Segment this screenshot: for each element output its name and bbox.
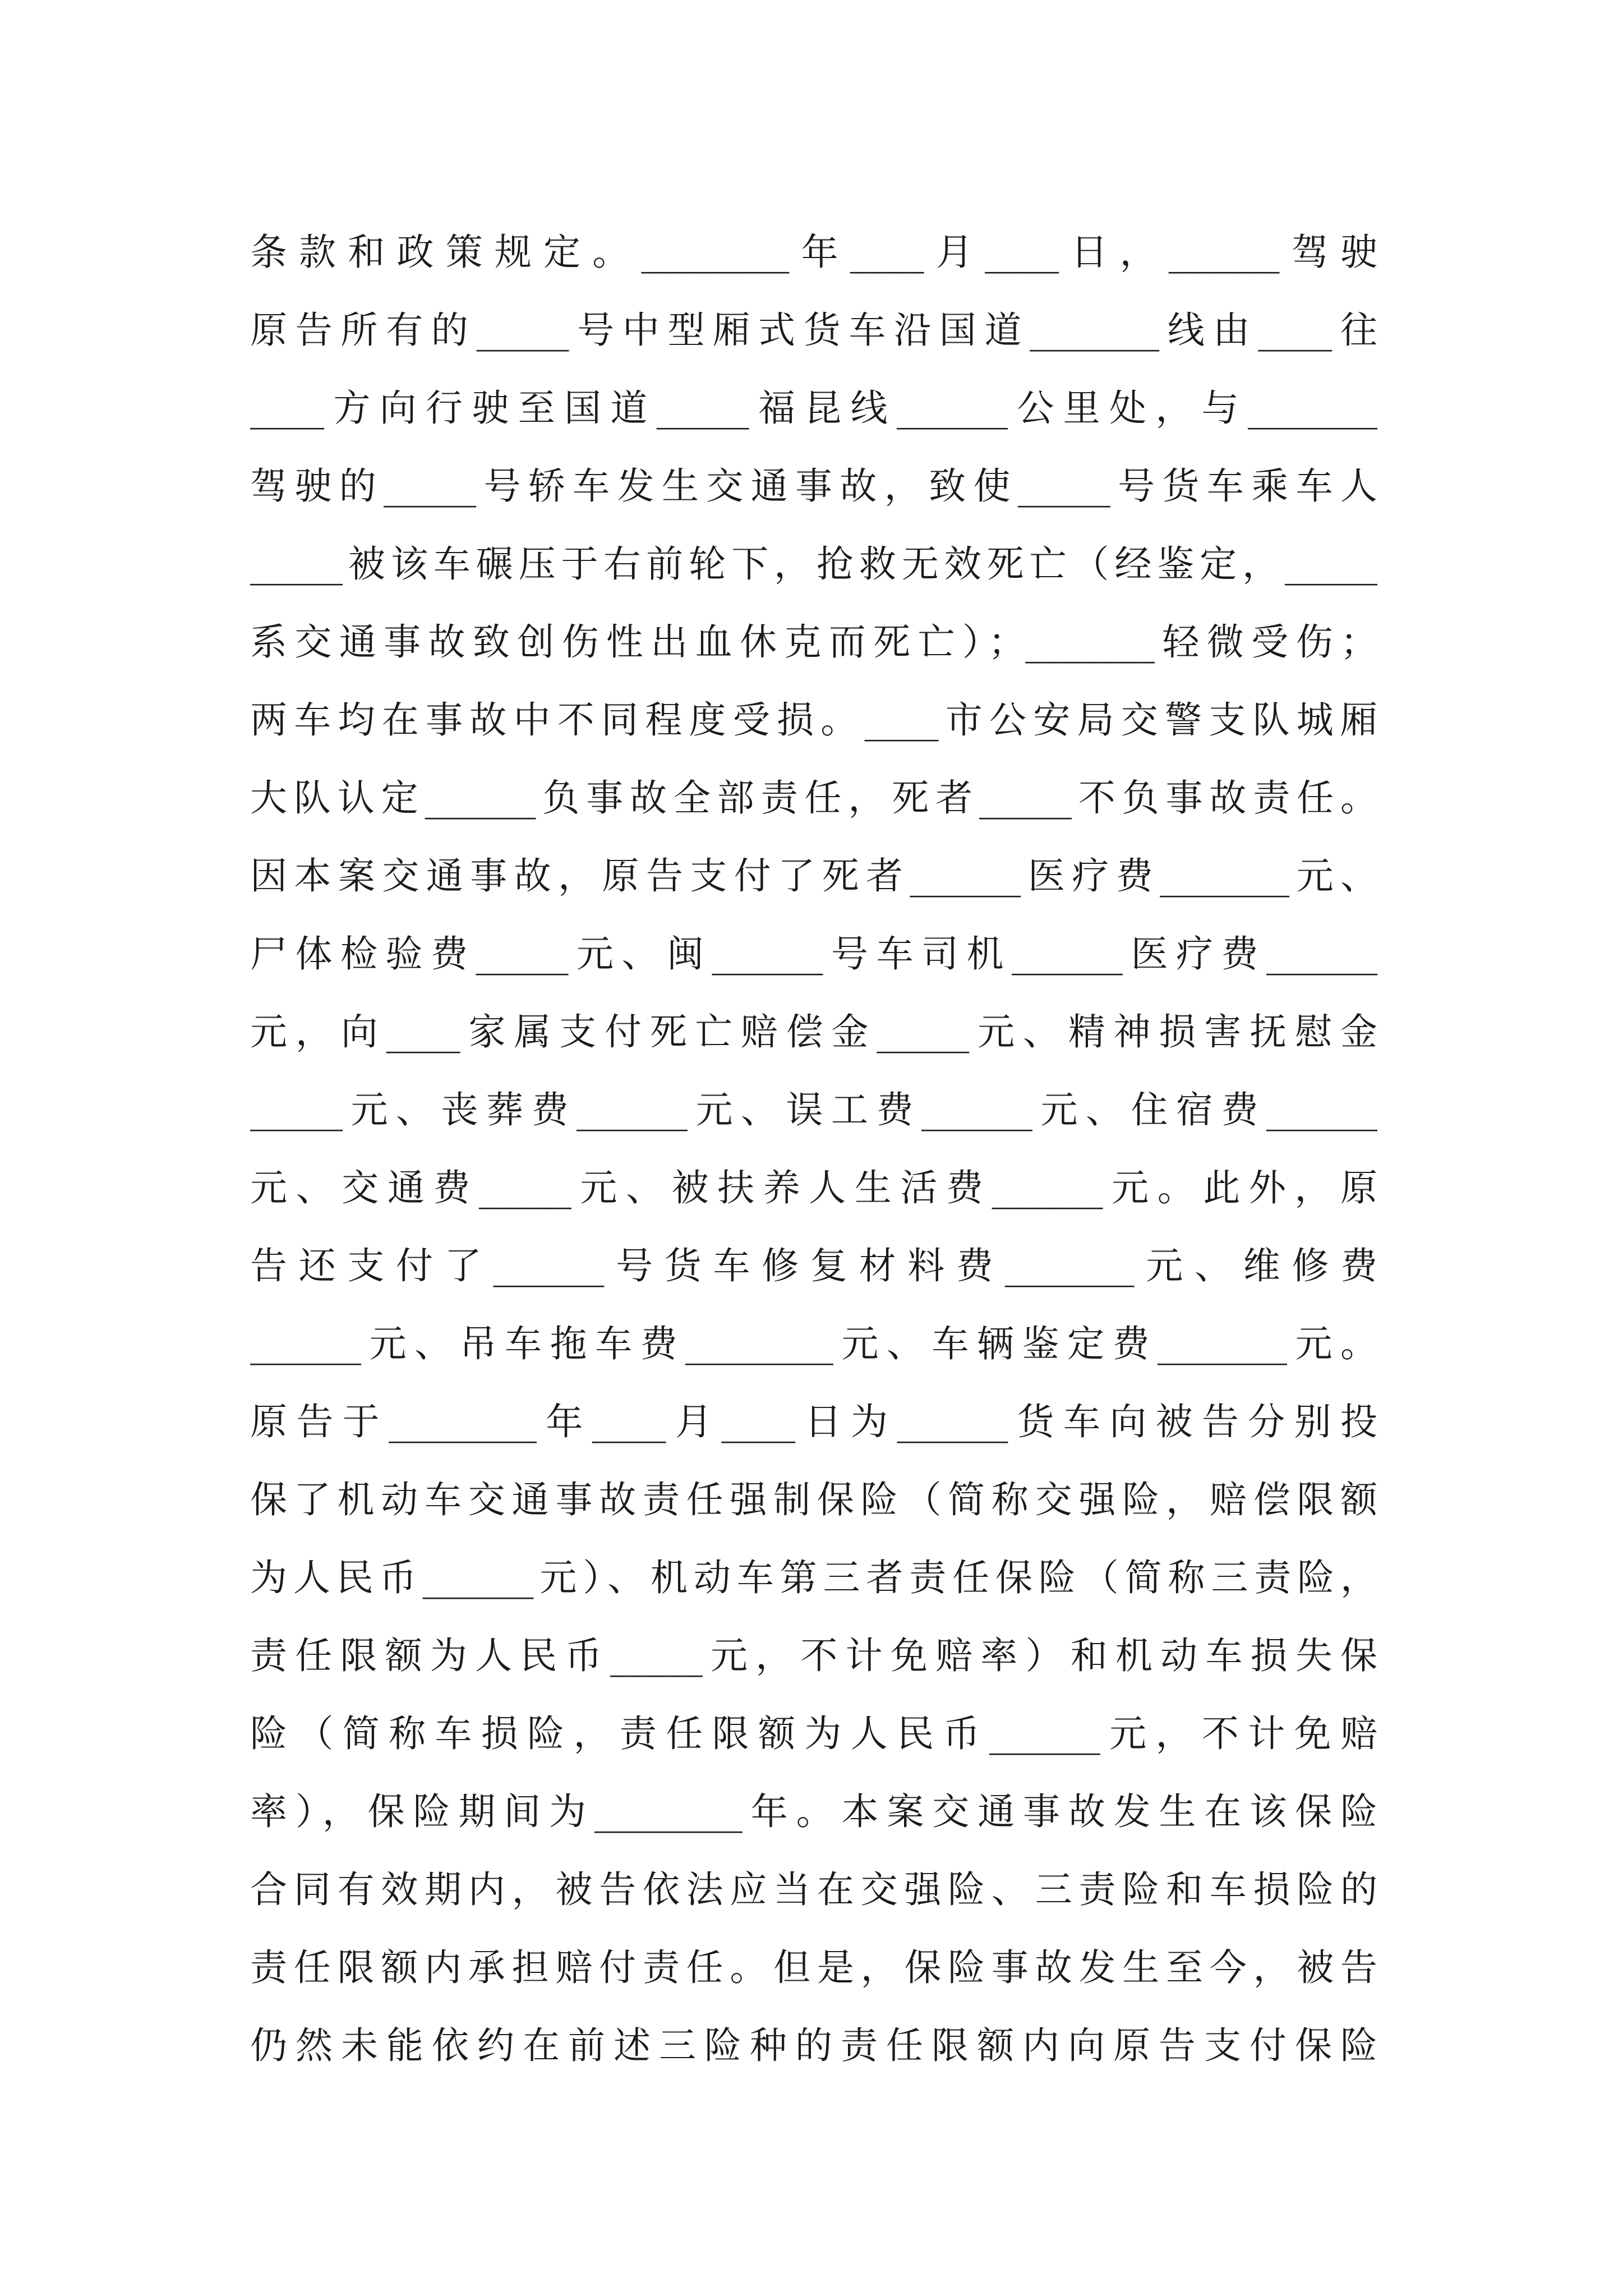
text-line: 因本案交通事故，原告支付了死者______医疗费_______元、 bbox=[250, 854, 1377, 898]
text-line: ______元、吊车拖车费________元、车辆鉴定费_______元。 bbox=[250, 1322, 1377, 1365]
text-line: 责任限额为人民币_____元，不计免赔率）和机动车损失保 bbox=[250, 1634, 1377, 1677]
text-line: 元，向____家属支付死亡赔偿金_____元、精神损害抚慰金 bbox=[250, 1010, 1377, 1053]
text-line: 责任限额内承担赔付责任。但是，保险事故发生至今，被告 bbox=[250, 1946, 1377, 1989]
text-line: ____方向行驶至国道_____福昆线______公里处，与_______ bbox=[250, 386, 1377, 430]
text-line: 两车均在事故中不同程度受损。____市公安局交警支队城厢 bbox=[250, 698, 1377, 742]
text-line: 原告于________年____月____日为______货车向被告分别投 bbox=[250, 1400, 1377, 1443]
text-line: 率），保险期间为________年。本案交通事故发生在该保险 bbox=[250, 1790, 1377, 1833]
text-line: _____被该车碾压于右前轮下，抢救无效死亡（经鉴定，_____ bbox=[250, 542, 1377, 586]
body-text bbox=[250, 213, 1377, 2085]
text-line: 告还支付了______号货车修复材料费_______元、维修费 bbox=[250, 1244, 1377, 1287]
text-line: 合同有效期内，被告依法应当在交强险、三责险和车损险的 bbox=[250, 1868, 1377, 1911]
text-line: 驾驶的_____号轿车发生交通事故，致使_____号货车乘车人 bbox=[250, 464, 1377, 508]
text-line: 原告所有的_____号中型厢式货车沿国道_______线由____往 bbox=[250, 309, 1377, 352]
text-line: 保了机动车交通事故责任强制保险（简称交强险，赔偿限额 bbox=[250, 1478, 1377, 1521]
text-line: 条款和政策规定。________年____月____日，______驾驶 bbox=[250, 231, 1377, 274]
text-line: 为人民币______元）、机动车第三者责任保险（简称三责险， bbox=[250, 1556, 1377, 1599]
text-line: 元、交通费_____元、被扶养人生活费______元。此外，原 bbox=[250, 1166, 1377, 1209]
text-line: 尸体检验费_____元、闽______号车司机______医疗费______ bbox=[250, 932, 1377, 976]
text-line: 险（简称车损险，责任限额为人民币______元，不计免赔 bbox=[250, 1712, 1377, 1755]
text-line: 系交通事故致创伤性出血休克而死亡）；_______轻微受伤； bbox=[250, 620, 1377, 664]
text-line: 大队认定______负事故全部责任，死者_____不负事故责任。 bbox=[250, 776, 1377, 820]
text-line: _____元、丧葬费______元、误工费______元、住宿费______ bbox=[250, 1088, 1377, 1131]
text-line: 仍然未能依约在前述三险种的责任限额内向原告支付保险 bbox=[250, 2024, 1377, 2067]
